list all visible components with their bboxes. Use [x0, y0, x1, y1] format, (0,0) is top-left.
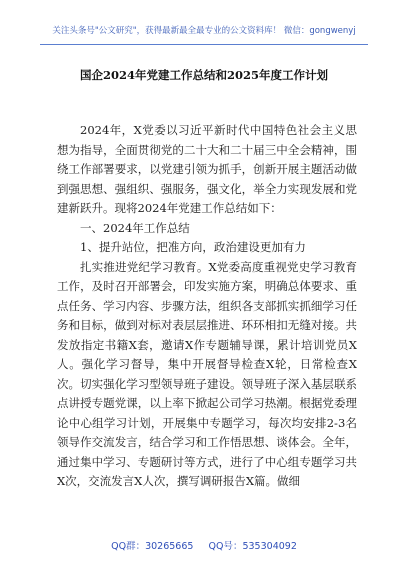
- subsection-heading: 1、提升站位，把准方向，政治建设更加有力: [80, 240, 306, 254]
- header-divider: [40, 44, 368, 45]
- footer-contact: QQ群：30265665 QQ号：535304092: [111, 541, 297, 552]
- body-paragraph: 扎实推进党纪学习教育。X党委高度重视党史学习教育工作，及时召开部署会，印发实施方案，明确总体要求、重点任务、学习内容、步骤方法，组织各支部抓实抓细学习任务和目标，做到对标对表层层推进、环环相扣无缝对接。共发放指定书籍X套，邀请X作专题辅导课，累计培训党员X人。强化学习督导，集中开展督导检查X轮，日常检查X次。切实强化学习型领导班子建设。领导班子深入基层联系点讲授专题党课，以上率下掀起公司学习热潮。根据党委理论中心组学习计划，开展集中专题学习，每次均安排2-3名领导作交流发言，结合学习和工作悟思想、谈体会。全年，通过集中学习、专题研讨等方式，进行了中心组专题学习共X次，交流发言X人次，撰写调研报告X篇。做细: [57, 259, 357, 488]
- intro-paragraph: 2024年，X党委以习近平新时代中国特色社会主义思想为指导，全面贯彻党的二十大和二十届三中全会精神，围绕工作部署要求，以党建引领为抓手，创新开展主题活动做到强思想、强组织、强服务，强文化，举全力实现发展和党建新跃升。现将2024年党建工作总结如下：: [57, 123, 357, 215]
- document-title: 国企2024年党建工作总结和2025年度工作计划: [79, 68, 328, 82]
- document-body: [57, 121, 357, 492]
- header-note: 关注头条号"公文研究"，获得最新最全最专业的公文资料库！ 微信：gongwenyj: [52, 26, 356, 36]
- section-heading: 一、2024年工作总结: [80, 220, 190, 235]
